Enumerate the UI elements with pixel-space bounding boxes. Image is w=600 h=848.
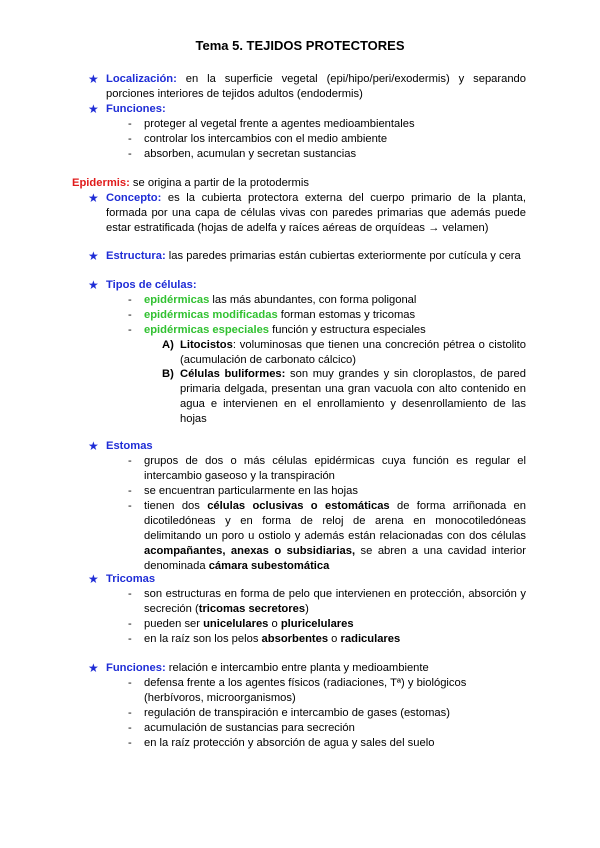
sub-marker: B) <box>162 368 174 380</box>
star-bullet-icon: ★ <box>88 102 99 116</box>
estomas-item: se encuentran particularmente en las hojas <box>144 485 358 497</box>
star-bullet-icon: ★ <box>88 72 99 86</box>
dash-bullet-icon: - <box>128 707 132 719</box>
star-bullet-icon: ★ <box>88 191 99 205</box>
funciones-heading: Funciones: <box>106 103 166 115</box>
dash-bullet-icon: - <box>128 633 132 645</box>
estomas-item: tienen dos células oclusivas o estomáticas de forma arriñonada en dicotiledóneas y en forma de reloj de arena en monocotiledóneas delimitando un poro u ostiolo y además están relacionadas con dos células acompañantes, anexas o subsidiarias, se abren a una cavidad interior denominada cámara subestomática <box>144 500 526 572</box>
tipos-item: epidérmicas especiales función y estructura especiales <box>144 324 426 336</box>
dash-bullet-icon: - <box>128 309 132 321</box>
estomas-heading: Estomas <box>106 440 153 452</box>
star-bullet-icon: ★ <box>88 249 99 263</box>
tipos-heading: Tipos de células: <box>106 279 197 291</box>
litocistos-paragraph: Litocistos: voluminosas que tienen una concreción pétrea o cistolito (acumulación de carbonato cálcico) <box>180 339 526 366</box>
tricomas-item: pueden ser unicelulares o pluricelulares <box>144 618 354 630</box>
dash-bullet-icon: - <box>128 618 132 630</box>
sub-marker: A) <box>162 339 174 351</box>
star-bullet-icon: ★ <box>88 439 99 453</box>
tipos-item: epidérmicas las más abundantes, con forma poligonal <box>144 294 417 306</box>
dash-bullet-icon: - <box>128 133 132 145</box>
funciones-item: controlar los intercambios con el medio ambiente <box>144 133 388 145</box>
tricomas-item: en la raíz son los pelos absorbentes o radiculares <box>144 633 401 645</box>
star-bullet-icon: ★ <box>88 661 99 675</box>
dash-bullet-icon: - <box>128 148 132 160</box>
tipos-item: epidérmicas modificadas forman estomas y tricomas <box>144 309 416 321</box>
dash-bullet-icon: - <box>128 485 132 497</box>
concepto-paragraph: Concepto: es la cubierta protectora externa del cuerpo primario de la planta, formada por una capa de células vivas con paredes primarias que además puede estar estratificada (hojas de adelfa y raíces aéreas de orquídeas → velamen) <box>106 192 526 234</box>
dash-bullet-icon: - <box>128 455 132 467</box>
dash-bullet-icon: - <box>128 500 132 512</box>
dash-bullet-icon: - <box>128 588 132 600</box>
funciones-item: proteger al vegetal frente a agentes medioambientales <box>144 118 415 130</box>
dash-bullet-icon: - <box>128 737 132 749</box>
estructura-paragraph: Estructura: las paredes primarias están cubiertas exteriormente por cutícula y cera <box>106 250 521 262</box>
funciones2-item: en la raíz protección y absorción de agua y sales del suelo <box>144 737 435 749</box>
dash-bullet-icon: - <box>128 722 132 734</box>
dash-bullet-icon: - <box>128 294 132 306</box>
estomas-item: grupos de dos o más células epidérmicas cuya función es regular el intercambio gaseoso y la transpiración <box>144 455 526 482</box>
funciones2-item: acumulación de sustancias para secreción <box>144 722 355 734</box>
dash-bullet-icon: - <box>128 324 132 336</box>
funciones2-heading: Funciones: relación e intercambio entre planta y medioambiente <box>106 662 429 674</box>
localizacion-paragraph: Localización: en la superficie vegetal (epi/hipo/peri/exodermis) y separando porciones interiores de tejidos adultos (endodermis) <box>106 73 526 100</box>
dash-bullet-icon: - <box>128 118 132 130</box>
tricomas-item: son estructuras en forma de pelo que intervienen en protección, absorción y secreción (tricomas secretores) <box>144 588 526 615</box>
funciones2-item: regulación de transpiración e intercambio de gases (estomas) <box>144 707 450 719</box>
star-bullet-icon: ★ <box>88 572 99 586</box>
tricomas-heading: Tricomas <box>106 573 156 585</box>
buliformes-paragraph: Células buliformes: son muy grandes y sin cloroplastos, de pared primaria delgada, presentan una gran vacuola con alto contenido en agua e intervienen en el enrollamiento y desenrollamiento de las hojas <box>180 368 526 425</box>
funciones2-item: defensa frente a los agentes físicos (radiaciones, Tª) y biológicos (herbívoros, microorganismos) <box>144 677 467 704</box>
funciones-item: absorben, acumulan y secretan sustancias <box>144 148 357 160</box>
dash-bullet-icon: - <box>128 677 132 689</box>
star-bullet-icon: ★ <box>88 278 99 292</box>
page-title: Tema 5. TEJIDOS PROTECTORES <box>195 38 405 53</box>
epidermis-heading: Epidermis: se origina a partir de la protodermis <box>72 177 309 189</box>
